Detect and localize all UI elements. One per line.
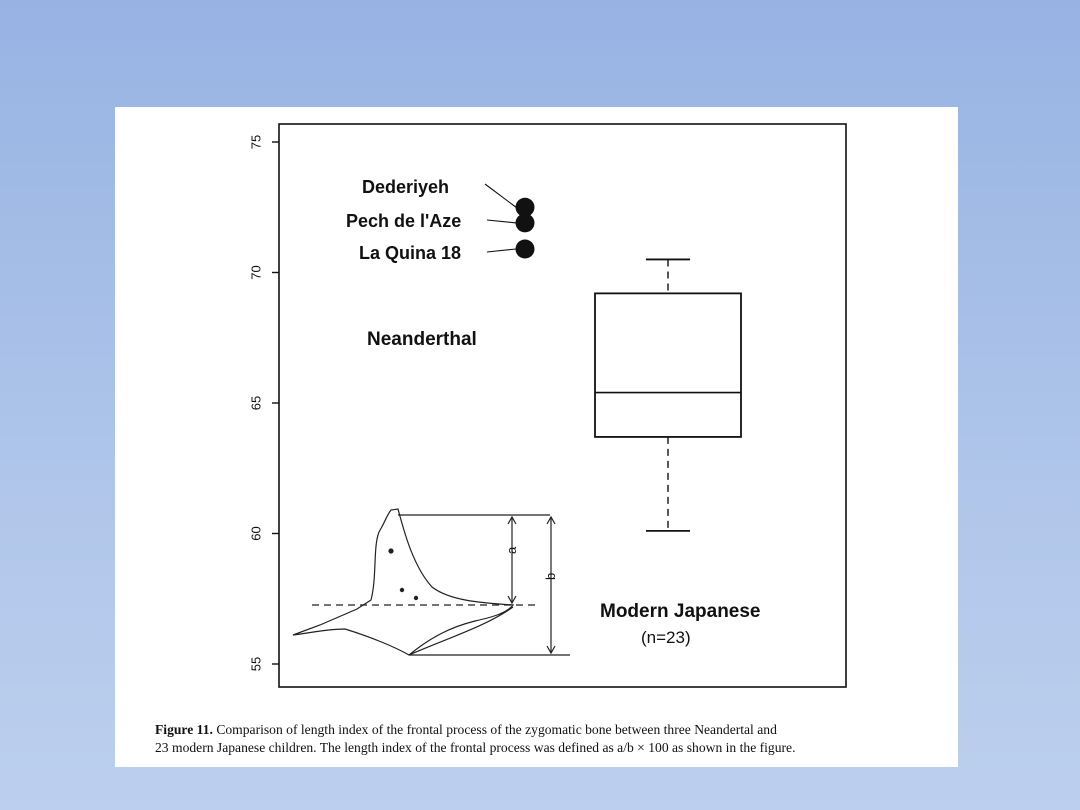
y-tick-label-60: 60 [248,526,264,541]
foramen-dot-2 [400,588,403,591]
plot-frame [279,124,846,687]
figure-caption [155,721,940,757]
point-label: Dederiyeh [362,177,450,197]
foramen-dot-3 [414,596,417,599]
caption-line-1: Comparison of length index of the frontal process of the zygomatic bone between three Neandertal and [216,722,777,737]
point-leader-line [487,220,516,223]
bone-outline [293,509,513,655]
y-tick-label-70: 70 [248,265,264,280]
modern-japanese-box [595,259,741,530]
neanderthal-point [516,240,535,259]
point-label: La Quina 18 [359,243,462,263]
y-axis-ticks [248,135,279,671]
figure-card [115,107,958,767]
point-leader-line [485,184,516,207]
point-leader-line [487,249,516,252]
neanderthal-label: Neanderthal [367,329,477,350]
modern-japanese-label: Modern Japanese [600,601,761,622]
box-plot-chart [115,107,958,717]
diagram-label-b: b [543,572,558,580]
diagram-label-a: a [504,546,519,554]
neanderthal-points [346,177,535,263]
y-tick-label-75: 75 [248,134,264,150]
neanderthal-point [516,213,535,232]
modern-japanese-n-label: (n=23) [641,628,691,647]
foramen-dot-1 [389,549,393,553]
zygomatic-bone-diagram [293,509,570,655]
y-tick-label-65: 65 [248,395,264,411]
bone-outline-edge [409,607,513,655]
caption-label: Figure 11. [155,722,213,737]
interquartile-box [595,293,741,437]
point-label: Pech de l'Aze [346,211,462,231]
caption-line-2: 23 modern Japanese children. The length index of the frontal process was defined as a/b × 100 as shown in the figure. [155,740,796,755]
y-tick-label-55: 55 [248,656,264,672]
